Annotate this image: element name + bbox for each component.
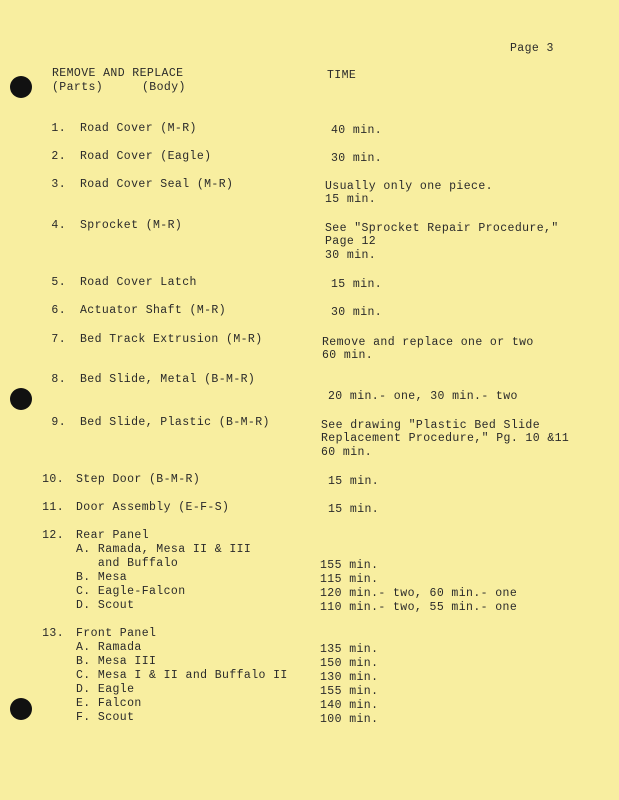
item-number: 3.: [51, 178, 66, 191]
item-label: Sprocket (M-R): [80, 219, 183, 232]
item-number: 6.: [51, 304, 66, 317]
item-label: Actuator Shaft (M-R): [80, 304, 227, 317]
front-panel-row-time: 150 min.: [320, 657, 379, 670]
front-panel-row-time: 140 min.: [320, 699, 379, 712]
front-panel-row-time: 135 min.: [320, 643, 379, 656]
front-panel-row-time: 130 min.: [320, 671, 379, 684]
item-time: Remove and replace one or two: [322, 336, 534, 349]
item-time: Page 12: [325, 235, 377, 248]
item-number: 8.: [51, 373, 66, 386]
item-number: 10.: [42, 473, 64, 486]
binder-hole-top: [10, 76, 32, 98]
rear-panel-row-time: 115 min.: [320, 573, 379, 586]
front-panel-row-label: C. Mesa I & II and Buffalo II: [76, 669, 288, 682]
item-number: 11.: [42, 501, 64, 514]
item-number: 13.: [42, 627, 64, 640]
item-label: Road Cover (M-R): [80, 122, 197, 135]
header-time: TIME: [327, 69, 357, 82]
item-label: Road Cover Latch: [80, 276, 197, 289]
front-panel-row-label: F. Scout: [76, 711, 135, 724]
item-time: 15 min.: [328, 475, 380, 488]
item-time: 30 min.: [331, 152, 383, 165]
item-label: Front Panel: [76, 627, 157, 640]
item-number: 4.: [51, 219, 66, 232]
item-number: 1.: [51, 122, 66, 135]
item-time: See "Sprocket Repair Procedure,": [325, 222, 559, 235]
rear-panel-row-label: and Buffalo: [76, 557, 179, 570]
item-time: 20 min.- one, 30 min.- two: [328, 390, 518, 403]
item-number: 7.: [51, 333, 66, 346]
binder-hole-bottom: [10, 698, 32, 720]
rear-panel-row-label: C. Eagle-Falcon: [76, 585, 186, 598]
item-label: Door Assembly (E-F-S): [76, 501, 230, 514]
rear-panel-row-time: 120 min.- two, 60 min.- one: [320, 587, 518, 600]
item-number: 5.: [51, 276, 66, 289]
header-parts: (Parts): [52, 81, 104, 94]
item-time: 15 min.: [328, 503, 380, 516]
item-time: 15 min.: [331, 278, 383, 291]
rear-panel-row-label: A. Ramada, Mesa II & III: [76, 543, 252, 556]
item-label: Bed Track Extrusion (M-R): [80, 333, 263, 346]
item-time: 15 min.: [325, 193, 377, 206]
front-panel-row-label: B. Mesa III: [76, 655, 157, 668]
item-label: Bed Slide, Plastic (B-M-R): [80, 416, 270, 429]
item-number: 9.: [51, 416, 66, 429]
item-label: Rear Panel: [76, 529, 150, 542]
item-number: 2.: [51, 150, 66, 163]
item-label: Road Cover Seal (M-R): [80, 178, 234, 191]
front-panel-row-label: D. Eagle: [76, 683, 135, 696]
page-number: Page 3: [510, 42, 554, 55]
header-body: (Body): [142, 81, 186, 94]
item-time: 40 min.: [331, 124, 383, 137]
item-time: 60 min.: [321, 446, 373, 459]
rear-panel-row-time: 155 min.: [320, 559, 379, 572]
item-label: Step Door (B-M-R): [76, 473, 201, 486]
item-time: 30 min.: [331, 306, 383, 319]
item-label: Bed Slide, Metal (B-M-R): [80, 373, 256, 386]
front-panel-row-label: E. Falcon: [76, 697, 142, 710]
item-number: 12.: [42, 529, 64, 542]
item-time: 60 min.: [322, 349, 374, 362]
front-panel-row-time: 100 min.: [320, 713, 379, 726]
rear-panel-row-label: B. Mesa: [76, 571, 128, 584]
rear-panel-row-label: D. Scout: [76, 599, 135, 612]
item-time: Usually only one piece.: [325, 180, 493, 193]
item-time: 30 min.: [325, 249, 377, 262]
item-label: Road Cover (Eagle): [80, 150, 212, 163]
header-title: REMOVE AND REPLACE: [52, 67, 184, 80]
front-panel-row-label: A. Ramada: [76, 641, 142, 654]
item-time: Replacement Procedure," Pg. 10 &11: [321, 432, 570, 445]
rear-panel-row-time: 110 min.- two, 55 min.- one: [320, 601, 518, 614]
binder-hole-middle: [10, 388, 32, 410]
front-panel-row-time: 155 min.: [320, 685, 379, 698]
item-time: See drawing "Plastic Bed Slide: [321, 419, 541, 432]
